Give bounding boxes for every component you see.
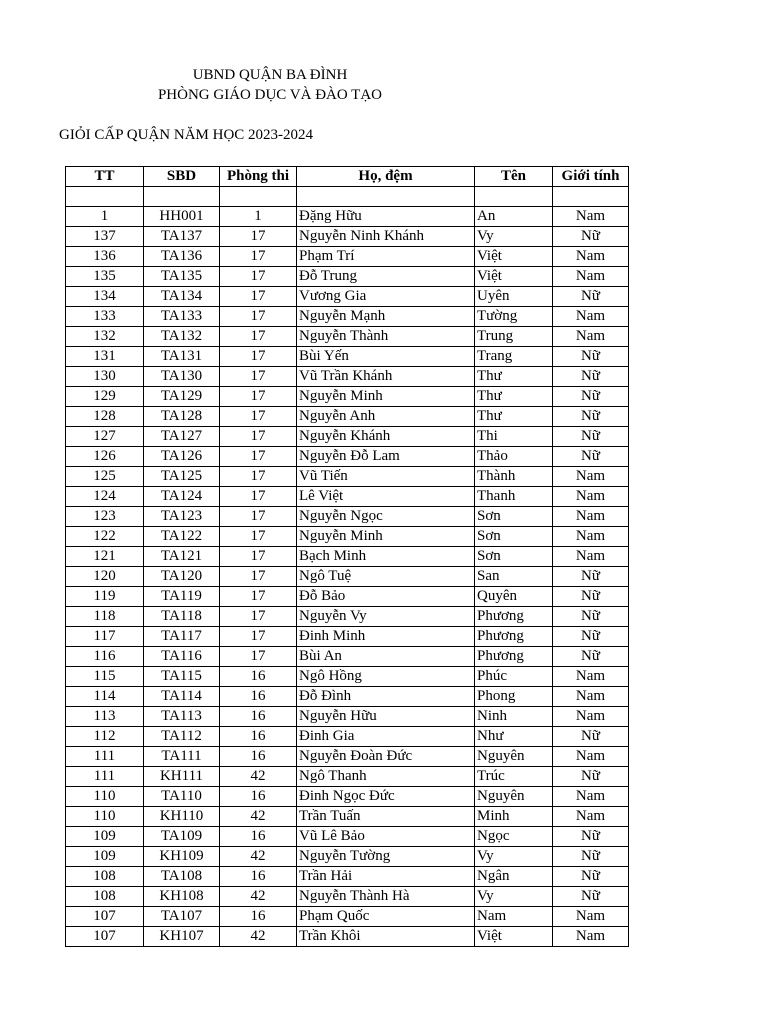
cell-sbd: TA134 (144, 287, 220, 307)
table-row (66, 287, 629, 307)
cell-gioi-tinh: Nam (553, 247, 629, 267)
cell-gioi-tinh: Nam (553, 927, 629, 947)
table-row (66, 567, 629, 587)
cell-tt: 110 (66, 787, 144, 807)
cell-gioi-tinh: Nữ (553, 447, 629, 467)
cell-ho-dem: Trần Khôi (297, 927, 475, 947)
cell-ho-dem: Nguyễn Minh (297, 387, 475, 407)
cell-ho-dem: Vũ Trần Khánh (297, 367, 475, 387)
cell-tt: 133 (66, 307, 144, 327)
cell-ho-dem: Bùi Yến (297, 347, 475, 367)
cell-ho-dem: Đỗ Đình (297, 687, 475, 707)
cell-ten: Vy (475, 847, 553, 867)
cell-sbd: TA126 (144, 447, 220, 467)
cell-tt: 108 (66, 867, 144, 887)
table-row (66, 647, 629, 667)
cell-ho-dem: Ngô Tuệ (297, 567, 475, 587)
cell-sbd: TA116 (144, 647, 220, 667)
cell-gioi-tinh: Nam (553, 487, 629, 507)
cell-ho-dem: Nguyễn Mạnh (297, 307, 475, 327)
table-row (66, 447, 629, 467)
cell-sbd: TA114 (144, 687, 220, 707)
cell-phong-thi: 16 (220, 867, 297, 887)
cell-ho-dem: Nguyễn Hữu (297, 707, 475, 727)
table-row (66, 267, 629, 287)
cell-ho-dem: Vũ Tiến (297, 467, 475, 487)
cell-ho-dem: Bùi An (297, 647, 475, 667)
cell-ho-dem: Nguyễn Đỗ Lam (297, 447, 475, 467)
cell-tt: 131 (66, 347, 144, 367)
cell-gioi-tinh: Nam (553, 747, 629, 767)
cell-phong-thi: 17 (220, 407, 297, 427)
table-row (66, 927, 629, 947)
cell-ten: Sơn (475, 547, 553, 567)
cell-ho-dem: Đinh Ngọc Đức (297, 787, 475, 807)
cell-ten: Phúc (475, 667, 553, 687)
cell-gioi-tinh: Nữ (553, 287, 629, 307)
cell-sbd: TA127 (144, 427, 220, 447)
cell-tt: 111 (66, 767, 144, 787)
cell-ten: Thư (475, 367, 553, 387)
cell-ten: Minh (475, 807, 553, 827)
cell-ho-dem: Nguyễn Thành Hà (297, 887, 475, 907)
cell-ten: Việt (475, 267, 553, 287)
cell-phong-thi: 16 (220, 687, 297, 707)
col-header-phong-thi: Phòng thi (220, 167, 297, 187)
cell-gioi-tinh: Nam (553, 667, 629, 687)
cell-ho-dem: Đỗ Bảo (297, 587, 475, 607)
cell-tt: 115 (66, 667, 144, 687)
cell-tt: 124 (66, 487, 144, 507)
cell-ho-dem: Ngô Thanh (297, 767, 475, 787)
cell-phong-thi: 17 (220, 267, 297, 287)
cell-phong-thi: 16 (220, 707, 297, 727)
cell-ten: Phương (475, 647, 553, 667)
cell-gioi-tinh: Nam (553, 787, 629, 807)
cell-tt: 1 (66, 207, 144, 227)
cell-ten: Ninh (475, 707, 553, 727)
cell-ho-dem: Đặng Hữu (297, 207, 475, 227)
cell-gioi-tinh: Nam (553, 907, 629, 927)
cell-tt: 122 (66, 527, 144, 547)
cell-ho-dem: Nguyễn Thành (297, 327, 475, 347)
table-row (66, 527, 629, 547)
cell-sbd: TA122 (144, 527, 220, 547)
cell-ten: Ngọc (475, 827, 553, 847)
cell-gioi-tinh: Nữ (553, 587, 629, 607)
cell-gioi-tinh: Nữ (553, 767, 629, 787)
cell-ho-dem: Nguyễn Vy (297, 607, 475, 627)
cell-phong-thi: 17 (220, 387, 297, 407)
cell-tt: 114 (66, 687, 144, 707)
cell-sbd: TA108 (144, 867, 220, 887)
cell-tt: 125 (66, 467, 144, 487)
blank-row (66, 187, 629, 207)
cell-sbd: TA115 (144, 667, 220, 687)
cell-phong-thi: 42 (220, 847, 297, 867)
cell-gioi-tinh: Nam (553, 547, 629, 567)
cell-sbd: TA129 (144, 387, 220, 407)
cell-sbd: TA137 (144, 227, 220, 247)
cell-sbd: TA133 (144, 307, 220, 327)
cell-sbd: TA132 (144, 327, 220, 347)
cell-gioi-tinh: Nữ (553, 387, 629, 407)
cell-phong-thi: 17 (220, 587, 297, 607)
cell-gioi-tinh: Nam (553, 687, 629, 707)
cell-sbd: KH107 (144, 927, 220, 947)
cell-gioi-tinh: Nữ (553, 847, 629, 867)
cell-ten: Trang (475, 347, 553, 367)
cell-sbd: TA120 (144, 567, 220, 587)
document-title: GIỎI CẤP QUẬN NĂM HỌC 2023-2024 (59, 127, 314, 143)
cell-ho-dem: Vương Gia (297, 287, 475, 307)
cell-tt: 120 (66, 567, 144, 587)
cell-ten: Thanh (475, 487, 553, 507)
table-row (66, 427, 629, 447)
cell-ten: Vy (475, 227, 553, 247)
cell-gioi-tinh: Nam (553, 467, 629, 487)
org-name-line1: UBND QUẬN BA ĐÌNH (192, 67, 348, 83)
cell-ten: Thành (475, 467, 553, 487)
org-name-line2: PHÒNG GIÁO DỤC VÀ ĐÀO TẠO (157, 87, 383, 103)
cell-phong-thi: 16 (220, 667, 297, 687)
cell-ten: Phong (475, 687, 553, 707)
cell-phong-thi: 17 (220, 507, 297, 527)
cell-phong-thi: 17 (220, 467, 297, 487)
cell-sbd: TA110 (144, 787, 220, 807)
cell-phong-thi: 17 (220, 327, 297, 347)
cell-gioi-tinh: Nữ (553, 887, 629, 907)
cell-tt: 111 (66, 747, 144, 767)
cell-phong-thi: 17 (220, 287, 297, 307)
cell-ten: San (475, 567, 553, 587)
cell-gioi-tinh: Nữ (553, 427, 629, 447)
table-row (66, 387, 629, 407)
table-row (66, 247, 629, 267)
cell-phong-thi: 17 (220, 647, 297, 667)
cell-tt: 126 (66, 447, 144, 467)
cell-phong-thi: 17 (220, 307, 297, 327)
cell-ten: Thư (475, 387, 553, 407)
cell-phong-thi: 17 (220, 427, 297, 447)
cell-tt: 109 (66, 847, 144, 867)
cell-tt: 107 (66, 927, 144, 947)
cell-ho-dem: Trần Hải (297, 867, 475, 887)
cell-phong-thi: 17 (220, 347, 297, 367)
table-row (66, 467, 629, 487)
cell-gioi-tinh: Nữ (553, 567, 629, 587)
table-row (66, 407, 629, 427)
table-row (66, 907, 629, 927)
cell-ten: Uyên (475, 287, 553, 307)
cell-sbd: TA117 (144, 627, 220, 647)
table-row (66, 807, 629, 827)
cell-tt: 129 (66, 387, 144, 407)
table-row (66, 667, 629, 687)
table-row (66, 347, 629, 367)
cell-gioi-tinh: Nam (553, 707, 629, 727)
cell-phong-thi: 16 (220, 787, 297, 807)
cell-tt: 107 (66, 907, 144, 927)
cell-ten: Thư (475, 407, 553, 427)
cell-phong-thi: 16 (220, 907, 297, 927)
table-row (66, 887, 629, 907)
table-body (66, 207, 629, 947)
cell-ten: Phương (475, 607, 553, 627)
cell-sbd: TA136 (144, 247, 220, 267)
cell-sbd: TA124 (144, 487, 220, 507)
cell-tt: 108 (66, 887, 144, 907)
cell-phong-thi: 17 (220, 547, 297, 567)
cell-tt: 121 (66, 547, 144, 567)
cell-ten: Vy (475, 887, 553, 907)
cell-phong-thi: 17 (220, 367, 297, 387)
table-row (66, 767, 629, 787)
cell-ten: Nguyên (475, 747, 553, 767)
table-row (66, 507, 629, 527)
table-row (66, 847, 629, 867)
cell-phong-thi: 42 (220, 887, 297, 907)
cell-phong-thi: 42 (220, 807, 297, 827)
cell-sbd: TA118 (144, 607, 220, 627)
col-header-sbd: SBD (144, 167, 220, 187)
cell-ten: Việt (475, 927, 553, 947)
col-header-gioi-tinh: Giới tính (553, 167, 629, 187)
cell-sbd: KH109 (144, 847, 220, 867)
table-row (66, 687, 629, 707)
table-row (66, 487, 629, 507)
table-row (66, 547, 629, 567)
cell-ten: Nam (475, 907, 553, 927)
cell-ho-dem: Nguyễn Khánh (297, 427, 475, 447)
cell-sbd: TA111 (144, 747, 220, 767)
cell-ho-dem: Đinh Gia (297, 727, 475, 747)
cell-phong-thi: 17 (220, 527, 297, 547)
table-row (66, 867, 629, 887)
cell-ten: Việt (475, 247, 553, 267)
cell-sbd: TA107 (144, 907, 220, 927)
cell-ten: Trúc (475, 767, 553, 787)
cell-tt: 116 (66, 647, 144, 667)
cell-ho-dem: Phạm Trí (297, 247, 475, 267)
cell-ten: Thảo (475, 447, 553, 467)
table-row (66, 327, 629, 347)
cell-phong-thi: 1 (220, 207, 297, 227)
cell-tt: 137 (66, 227, 144, 247)
cell-ho-dem: Nguyễn Ngọc (297, 507, 475, 527)
cell-ten: Quyên (475, 587, 553, 607)
cell-phong-thi: 16 (220, 827, 297, 847)
col-header-ten: Tên (475, 167, 553, 187)
cell-sbd: TA128 (144, 407, 220, 427)
cell-gioi-tinh: Nữ (553, 827, 629, 847)
cell-sbd: TA130 (144, 367, 220, 387)
cell-ho-dem: Nguyễn Ninh Khánh (297, 227, 475, 247)
cell-tt: 112 (66, 727, 144, 747)
cell-gioi-tinh: Nữ (553, 627, 629, 647)
cell-phong-thi: 42 (220, 927, 297, 947)
cell-sbd: TA123 (144, 507, 220, 527)
cell-tt: 118 (66, 607, 144, 627)
cell-sbd: KH110 (144, 807, 220, 827)
cell-tt: 135 (66, 267, 144, 287)
cell-sbd: HH001 (144, 207, 220, 227)
cell-tt: 123 (66, 507, 144, 527)
student-table (65, 166, 629, 947)
cell-sbd: TA135 (144, 267, 220, 287)
cell-ten: Tường (475, 307, 553, 327)
cell-tt: 119 (66, 587, 144, 607)
cell-tt: 113 (66, 707, 144, 727)
cell-gioi-tinh: Nam (553, 507, 629, 527)
table-header-row (66, 167, 629, 187)
cell-ho-dem: Vũ Lê Bảo (297, 827, 475, 847)
cell-ho-dem: Nguyễn Minh (297, 527, 475, 547)
cell-sbd: TA131 (144, 347, 220, 367)
cell-gioi-tinh: Nữ (553, 867, 629, 887)
cell-gioi-tinh: Nam (553, 207, 629, 227)
cell-ho-dem: Phạm Quốc (297, 907, 475, 927)
table-row (66, 787, 629, 807)
cell-ten: Phương (475, 627, 553, 647)
cell-phong-thi: 17 (220, 567, 297, 587)
cell-gioi-tinh: Nam (553, 807, 629, 827)
cell-phong-thi: 17 (220, 607, 297, 627)
cell-ten: An (475, 207, 553, 227)
cell-phong-thi: 42 (220, 767, 297, 787)
cell-sbd: TA119 (144, 587, 220, 607)
cell-phong-thi: 17 (220, 487, 297, 507)
cell-ten: Trung (475, 327, 553, 347)
cell-tt: 132 (66, 327, 144, 347)
cell-gioi-tinh: Nữ (553, 347, 629, 367)
col-header-tt: TT (66, 167, 144, 187)
cell-gioi-tinh: Nữ (553, 607, 629, 627)
cell-ho-dem: Nguyễn Tường (297, 847, 475, 867)
cell-ho-dem: Nguyễn Đoàn Đức (297, 747, 475, 767)
cell-tt: 127 (66, 427, 144, 447)
table-row (66, 587, 629, 607)
table-row (66, 827, 629, 847)
cell-phong-thi: 17 (220, 627, 297, 647)
cell-phong-thi: 17 (220, 227, 297, 247)
cell-ho-dem: Bạch Minh (297, 547, 475, 567)
table-row (66, 627, 629, 647)
table-row (66, 607, 629, 627)
cell-gioi-tinh: Nữ (553, 647, 629, 667)
cell-ho-dem: Đỗ Trung (297, 267, 475, 287)
cell-tt: 134 (66, 287, 144, 307)
cell-gioi-tinh: Nữ (553, 367, 629, 387)
table-row (66, 367, 629, 387)
cell-gioi-tinh: Nữ (553, 227, 629, 247)
table-row (66, 227, 629, 247)
table-row (66, 727, 629, 747)
cell-gioi-tinh: Nam (553, 307, 629, 327)
cell-gioi-tinh: Nam (553, 267, 629, 287)
cell-ten: Sơn (475, 527, 553, 547)
cell-sbd: TA113 (144, 707, 220, 727)
cell-phong-thi: 17 (220, 247, 297, 267)
col-header-ho-dem: Họ, đệm (297, 167, 475, 187)
cell-phong-thi: 17 (220, 447, 297, 467)
cell-ten: Thi (475, 427, 553, 447)
table-row (66, 747, 629, 767)
cell-sbd: KH111 (144, 767, 220, 787)
cell-gioi-tinh: Nữ (553, 407, 629, 427)
cell-tt: 109 (66, 827, 144, 847)
cell-phong-thi: 16 (220, 727, 297, 747)
cell-tt: 117 (66, 627, 144, 647)
cell-sbd: TA112 (144, 727, 220, 747)
cell-ho-dem: Trần Tuấn (297, 807, 475, 827)
cell-ho-dem: Ngô Hồng (297, 667, 475, 687)
cell-ho-dem: Nguyễn Anh (297, 407, 475, 427)
cell-ten: Ngân (475, 867, 553, 887)
cell-tt: 136 (66, 247, 144, 267)
cell-gioi-tinh: Nam (553, 327, 629, 347)
cell-ten: Sơn (475, 507, 553, 527)
cell-ho-dem: Lê Việt (297, 487, 475, 507)
cell-sbd: TA125 (144, 467, 220, 487)
table-row (66, 707, 629, 727)
cell-gioi-tinh: Nữ (553, 727, 629, 747)
cell-sbd: KH108 (144, 887, 220, 907)
cell-tt: 130 (66, 367, 144, 387)
cell-phong-thi: 16 (220, 747, 297, 767)
cell-ho-dem: Đinh Minh (297, 627, 475, 647)
table-row (66, 207, 629, 227)
cell-tt: 110 (66, 807, 144, 827)
cell-ten: Như (475, 727, 553, 747)
cell-sbd: TA121 (144, 547, 220, 567)
cell-gioi-tinh: Nam (553, 527, 629, 547)
cell-tt: 128 (66, 407, 144, 427)
cell-sbd: TA109 (144, 827, 220, 847)
table-row (66, 307, 629, 327)
cell-ten: Nguyên (475, 787, 553, 807)
